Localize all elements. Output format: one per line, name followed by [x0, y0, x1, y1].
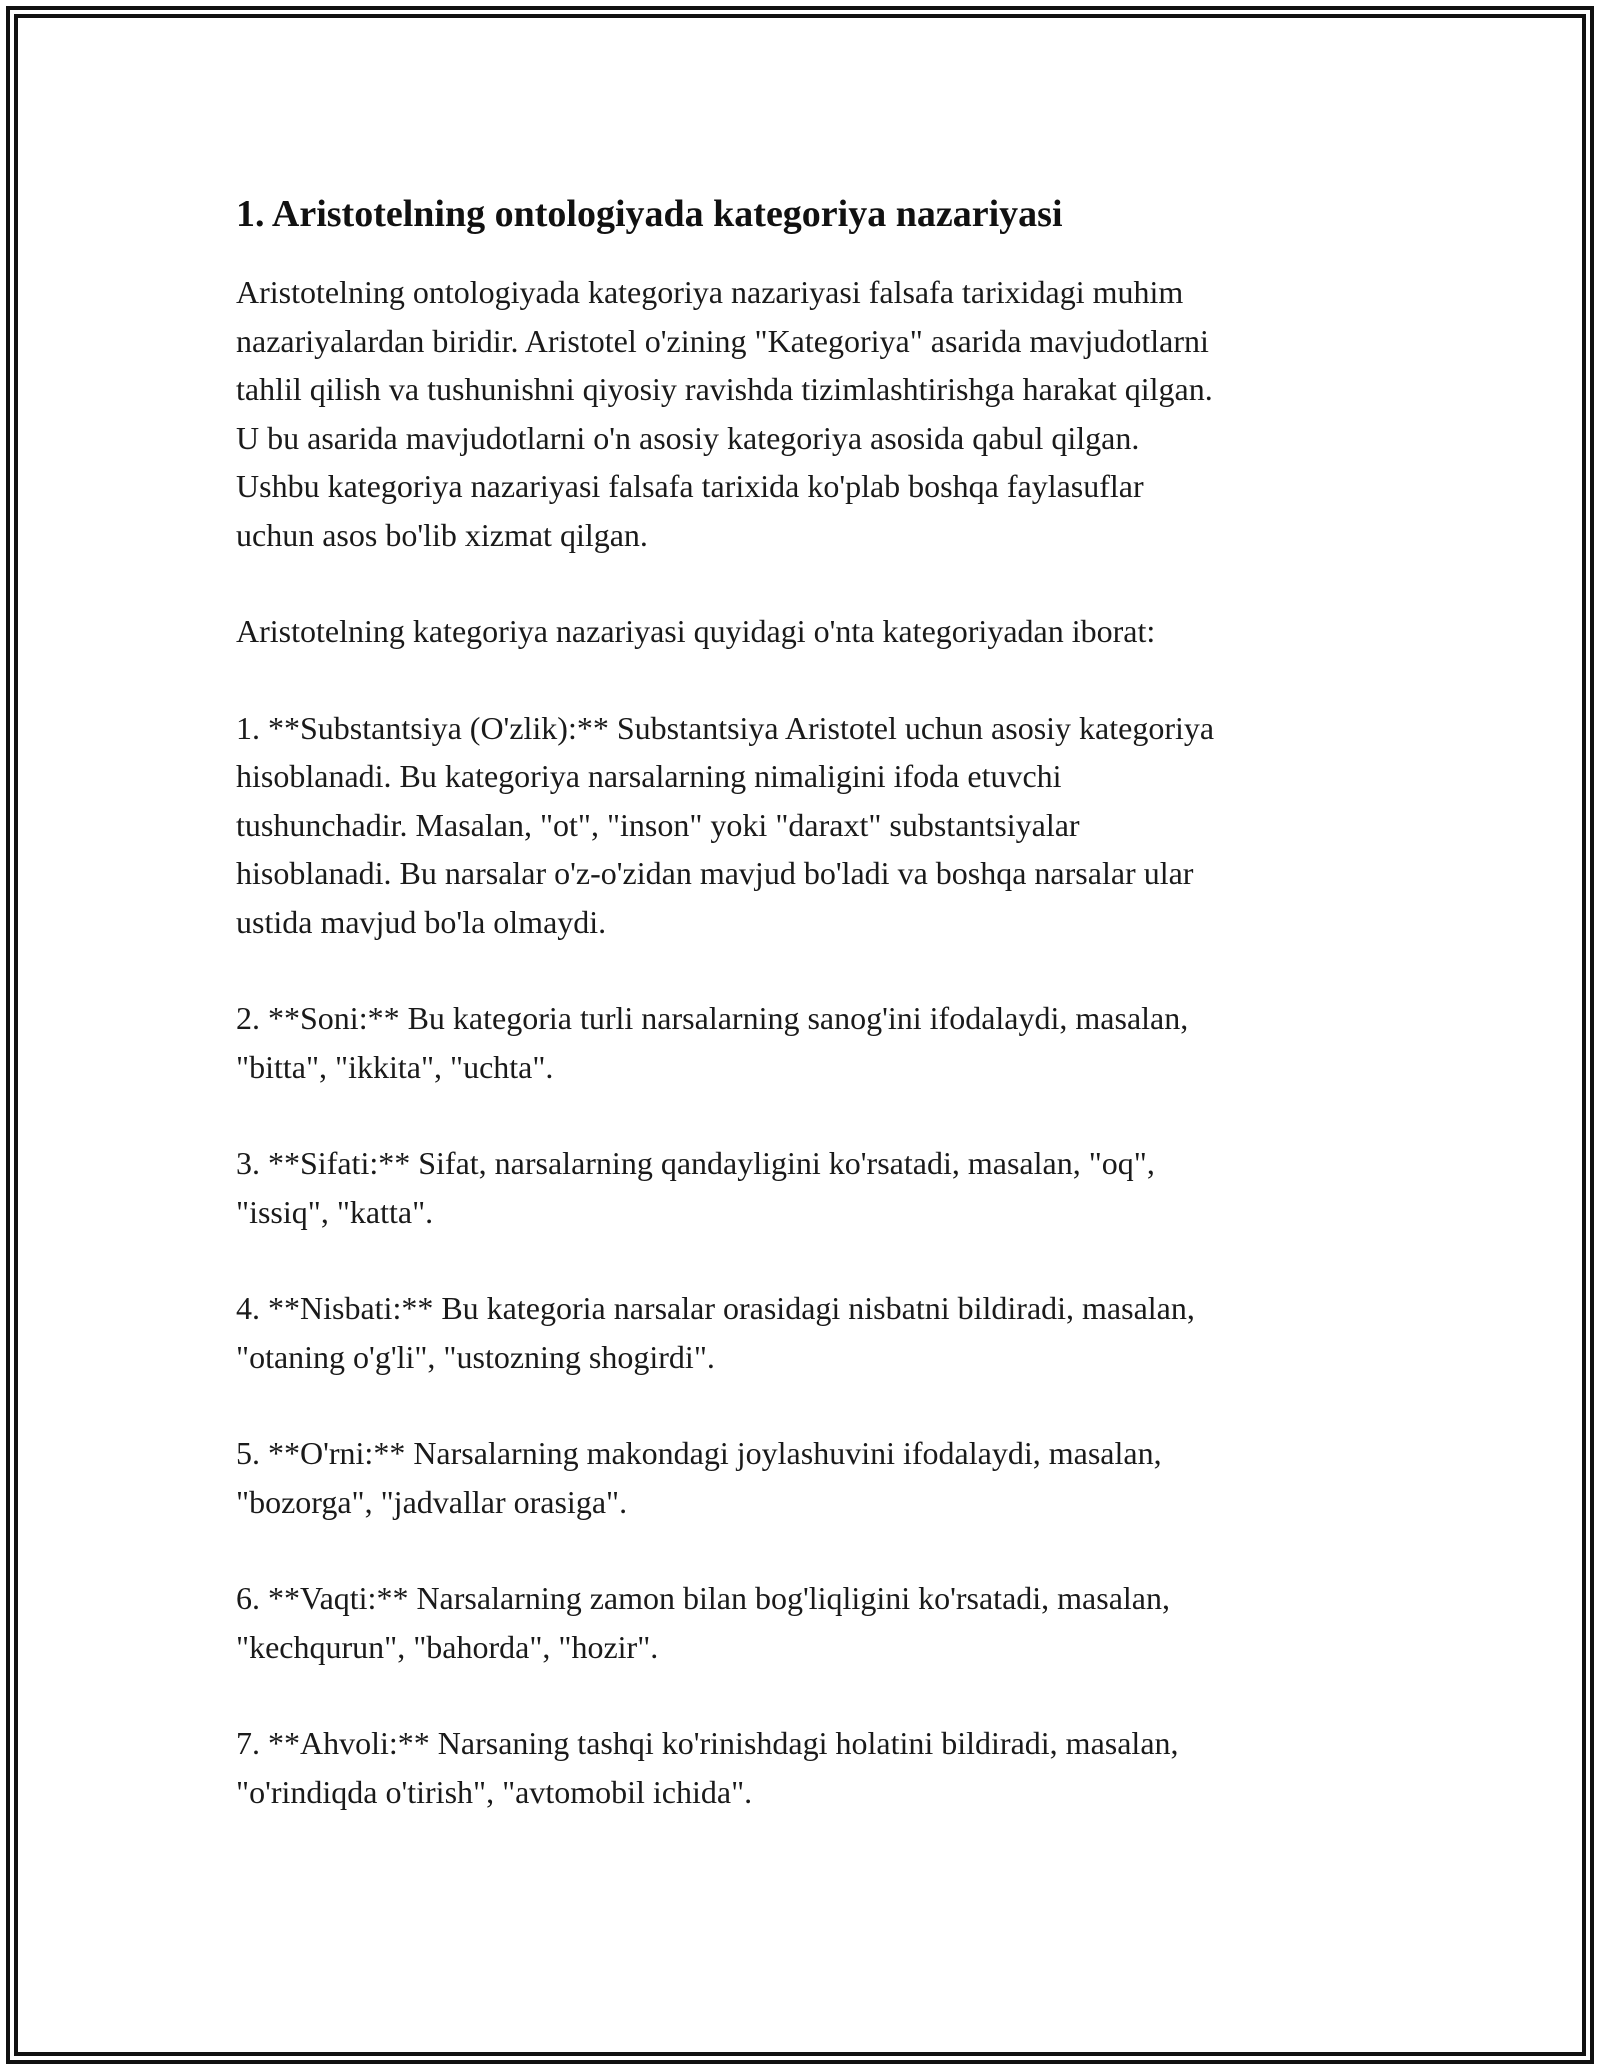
category-substantsiya: 1. **Substantsiya (O'zlik):** Substantsiya Aristotel uchun asosiy kategoriya hisoblanadi. Bu kategoriya narsalarning nimaligini ifoda etuvchi tushunchadir. Masalan, "ot", "inson" yoki "daraxt" substantsiyalar hisoblanadi. Bu narsalar o'z-o'zidan mavjud bo'ladi va boshqa narsalar ular ustida mavjud bo'la olmaydi.: [236, 709, 1215, 940]
category-sifati: 3. **Sifati:** Sifat, narsalarning qandayligini ko'rsatadi, masalan, "oq", "issiq", "katta".: [236, 1145, 1155, 1230]
category-ahvoli: 7. **Ahvoli:** Narsaning tashqi ko'rinishdagi holatini bildiradi, masalan, "o'rindiqda o'tirish", "avtomobil ichida".: [236, 1725, 1179, 1810]
category-nisbati: 4. **Nisbati:** Bu kategoria narsalar orasidagi nisbatni bildiradi, masalan, "otaning o'g'li", "ustozning shogirdi".: [236, 1290, 1195, 1375]
list-intro-paragraph: Aristotelning kategoriya nazariyasi quyidagi o'nta kategoriyadan iborat:: [236, 613, 1156, 649]
category-vaqti: 6. **Vaqti:** Narsalarning zamon bilan bog'liqligini ko'rsatadi, masalan, "kechqurun", "bahorda", "hozir".: [236, 1580, 1170, 1665]
intro-paragraph: Aristotelning ontologiyada kategoriya nazariyasi falsafa tarixidagi muhim nazariyalardan biridir. Aristotel o'zining "Kategoriya" asarida mavjudotlarni tahlil qilish va tushunishni qiyosiy ravishda tizimlashtirishga harakat qilgan. U bu asarida mavjudotlarni o'n asosiy kategoriya asosida qabul qilgan. Ushbu kategoriya nazariyasi falsafa tarixida ko'plab boshqa faylasuflar uchun asos bo'lib xizmat qilgan.: [236, 274, 1213, 553]
category-orni: 5. **O'rni:** Narsalarning makondagi joylashuvini ifodalaydi, masalan, "bozorga", "jadvallar orasiga".: [236, 1435, 1162, 1520]
section-heading: 1. Aristotelning ontologiyada kategoriya nazariyasi: [236, 193, 1063, 235]
category-soni: 2. **Soni:** Bu kategoria turli narsalarning sanog'ini ifodalaydi, masalan, "bitta", "ikkita", "uchta".: [236, 1000, 1189, 1085]
document-body: [236, 188, 1376, 1864]
